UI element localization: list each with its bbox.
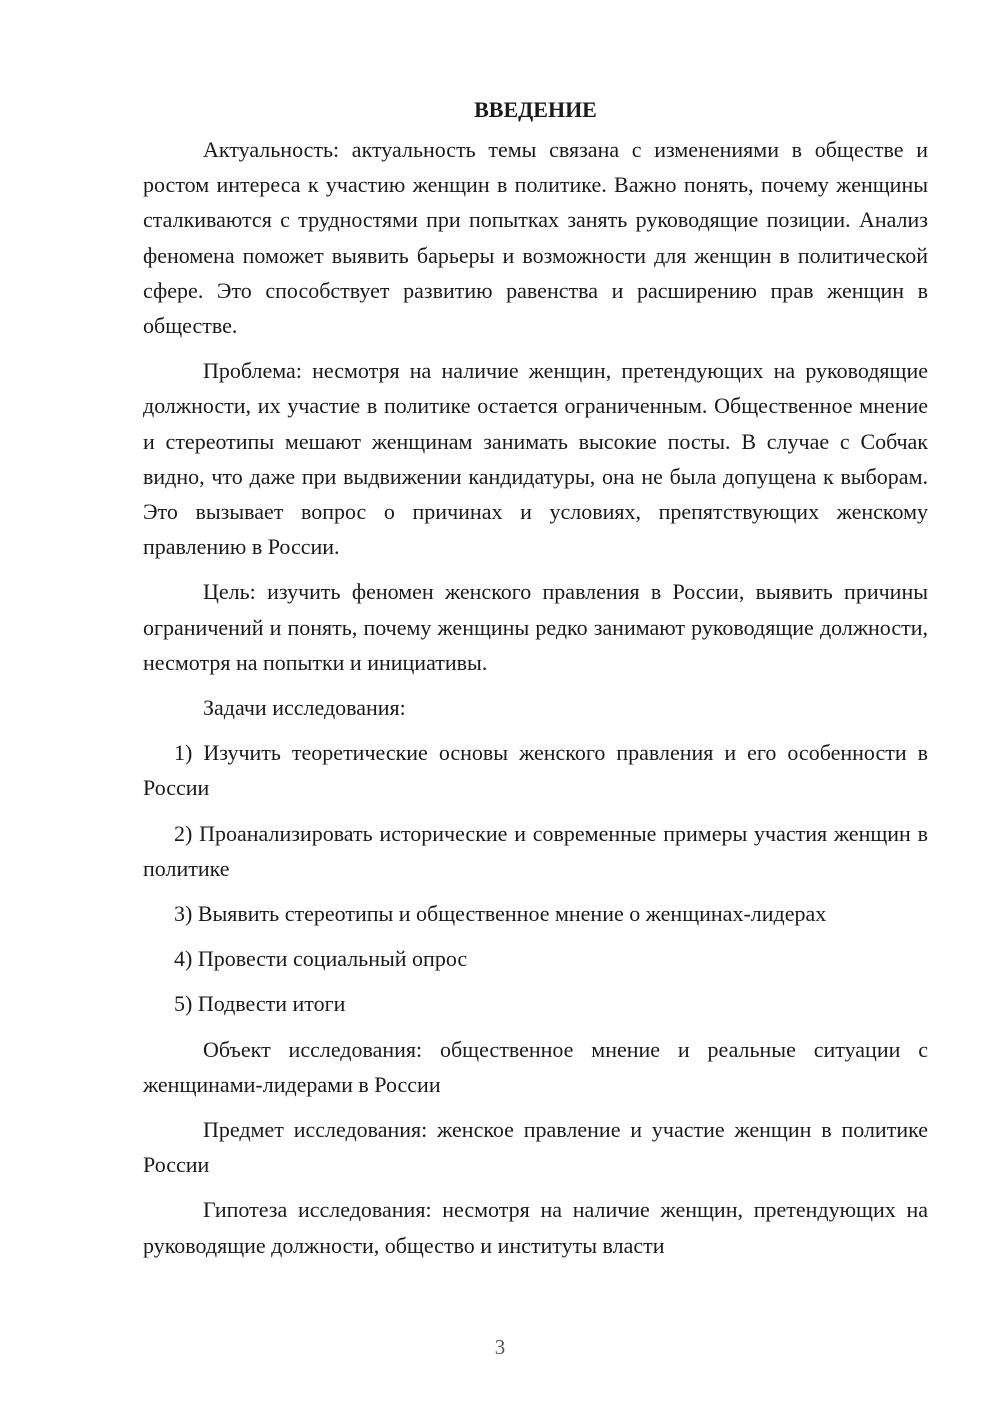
- tasks-heading: Задачи исследования:: [203, 695, 406, 721]
- page-number: 3: [494, 1335, 506, 1359]
- document-page: [143, 92, 928, 1273]
- task-item-2: 2) Проанализировать исторические и современные примеры участия женщин в политике: [143, 820, 928, 881]
- goal-paragraph: Цель: изучить феномен женского правления в России, выявить причины ограничений и понять, почему женщины редко занимают руководящие должности, несмотря на попытки и инициативы.: [143, 579, 928, 675]
- object-paragraph: Объект исследования: общественное мнение и реальные ситуации с женщинами-лидерами в России: [143, 1036, 928, 1097]
- task-item-5: 5) Подвести итоги: [174, 991, 346, 1017]
- task-item-1: 1) Изучить теоретические основы женского правления и его особенности в России: [143, 740, 928, 801]
- task-item-4: 4) Провести социальный опрос: [174, 946, 468, 972]
- section-heading: ВВЕДЕНИЕ: [474, 97, 597, 122]
- subject-paragraph: Предмет исследования: женское правление и участие женщин в политике России: [143, 1117, 928, 1178]
- relevance-paragraph: Актуальность: актуальность темы связана с изменениями в обществе и ростом интереса к участию женщин в политике. Важно понять, почему женщины сталкиваются с трудностями при попытках занять руководящие позиции. Анализ феномена поможет выявить барьеры и возможности для женщин в политической сфере. Это способствует развитию равенства и расширению прав женщин в обществе.: [143, 137, 928, 339]
- hypothesis-paragraph: Гипотеза исследования: несмотря на наличие женщин, претендующих на руководящие должности, общество и институты власти: [143, 1197, 928, 1258]
- task-item-3: 3) Выявить стереотипы и общественное мнение о женщинах-лидерах: [174, 901, 827, 927]
- problem-paragraph: Проблема: несмотря на наличие женщин, претендующих на руководящие должности, их участие в политике остается ограниченным. Общественное мнение и стереотипы мешают женщинам занимать высокие посты. В случае с Собчак видно, что даже при выдвижении кандидатуры, она не была допущена к выборам. Это вызывает вопрос о причинах и условиях, препятствующих женскому правлению в России.: [143, 358, 928, 560]
